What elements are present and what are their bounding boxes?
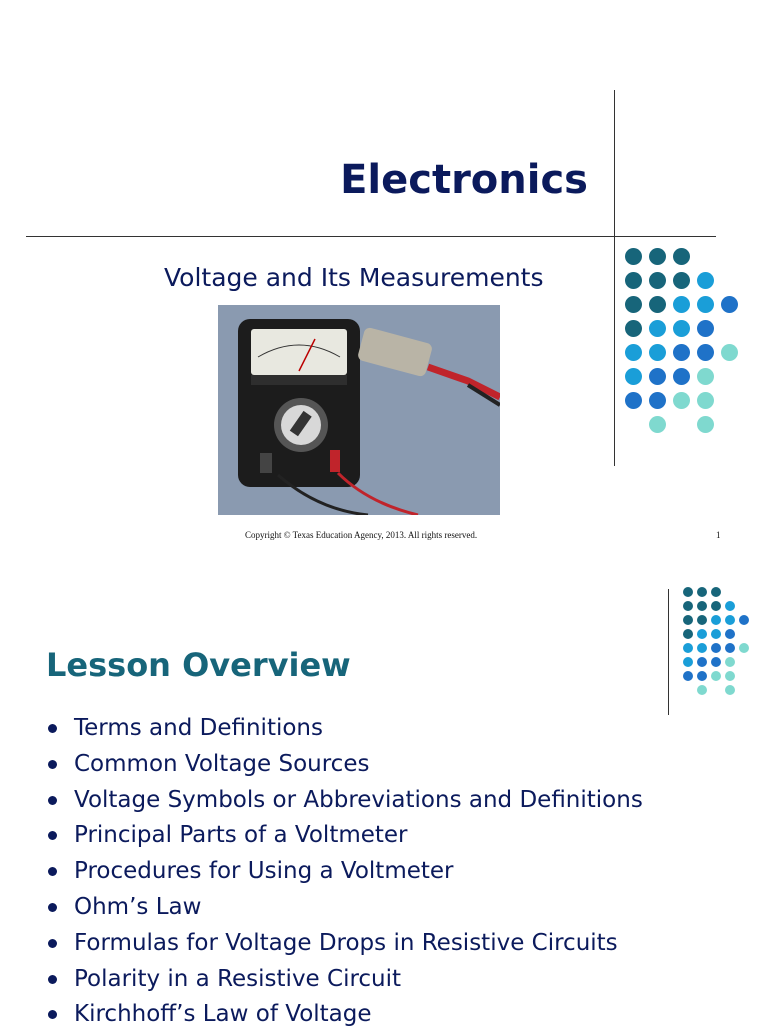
decorative-dot — [711, 587, 721, 597]
decorative-dot — [697, 643, 707, 653]
decorative-dot — [697, 368, 714, 385]
overview-list — [48, 711, 643, 1033]
bullet-icon — [48, 975, 57, 984]
decorative-dot — [697, 657, 707, 667]
decorative-dot — [721, 296, 738, 313]
decorative-dot — [725, 643, 735, 653]
vertical-rule — [668, 589, 669, 715]
decorative-dot — [725, 629, 735, 639]
slide-subtitle: Voltage and Its Measurements — [164, 263, 544, 292]
decorative-dot — [673, 248, 690, 265]
bullet-icon — [48, 903, 57, 912]
bullet-icon — [48, 796, 57, 805]
decorative-dot — [739, 615, 749, 625]
decorative-dot — [697, 587, 707, 597]
decorative-dot — [649, 416, 666, 433]
list-item: Polarity in a Resistive Circuit — [48, 962, 643, 998]
decorative-dot — [725, 685, 735, 695]
decorative-dot — [697, 685, 707, 695]
decorative-dot — [697, 272, 714, 289]
decorative-dot — [697, 629, 707, 639]
list-item: Formulas for Voltage Drops in Resistive Circuits — [48, 926, 643, 962]
decorative-dot — [673, 368, 690, 385]
decorative-dot — [625, 392, 642, 409]
decorative-dot — [739, 643, 749, 653]
decorative-dot — [625, 368, 642, 385]
decorative-dot — [673, 344, 690, 361]
decorative-dot — [711, 615, 721, 625]
bullet-icon — [48, 831, 57, 840]
decorative-dot — [673, 392, 690, 409]
slide-title: Lesson Overview — [46, 646, 351, 684]
decorative-dot — [711, 629, 721, 639]
bullet-icon — [48, 724, 57, 733]
copyright-notice: Copyright © Texas Education Agency, 2013. All rights reserved. — [245, 530, 478, 540]
decorative-dot — [711, 671, 721, 681]
list-item: Terms and Definitions — [48, 711, 643, 747]
decorative-dot — [625, 296, 642, 313]
decorative-dot — [673, 272, 690, 289]
decorative-dot — [697, 615, 707, 625]
horizontal-rule — [26, 236, 716, 237]
vertical-rule — [614, 90, 615, 466]
decorative-dot — [625, 272, 642, 289]
decorative-dot — [697, 416, 714, 433]
decorative-dot — [683, 629, 693, 639]
decorative-dot — [625, 344, 642, 361]
decorative-dot — [697, 320, 714, 337]
decorative-dot — [697, 344, 714, 361]
decorative-dot — [649, 248, 666, 265]
list-item: Principal Parts of a Voltmeter — [48, 818, 643, 854]
decorative-dot — [625, 320, 642, 337]
decorative-dot — [649, 344, 666, 361]
decorative-dot — [725, 671, 735, 681]
list-item: Common Voltage Sources — [48, 747, 643, 783]
decorative-dot — [673, 296, 690, 313]
bullet-icon — [48, 760, 57, 769]
list-item: Voltage Symbols or Abbreviations and Definitions — [48, 783, 643, 819]
list-item: Kirchhoff’s Law of Voltage — [48, 997, 643, 1033]
decorative-dot — [711, 601, 721, 611]
decorative-dot — [649, 296, 666, 313]
decorative-dot — [683, 671, 693, 681]
decorative-dot — [649, 320, 666, 337]
multimeter-illustration — [218, 305, 500, 515]
bullet-icon — [48, 939, 57, 948]
decorative-dot — [683, 601, 693, 611]
decorative-dot — [711, 657, 721, 667]
decorative-dot — [725, 601, 735, 611]
decorative-dot — [683, 587, 693, 597]
bullet-icon — [48, 867, 57, 876]
decorative-dot — [683, 615, 693, 625]
decorative-dot — [697, 671, 707, 681]
multimeter-photo — [218, 305, 500, 515]
decorative-dot — [649, 368, 666, 385]
decorative-dot — [725, 657, 735, 667]
decorative-dot — [697, 601, 707, 611]
decorative-dot — [649, 392, 666, 409]
decorative-dot — [683, 657, 693, 667]
list-item: Procedures for Using a Voltmeter — [48, 854, 643, 890]
decorative-dot — [625, 248, 642, 265]
slide-number: 1 — [716, 530, 721, 540]
decorative-dot — [725, 615, 735, 625]
list-item: Ohm’s Law — [48, 890, 643, 926]
decorative-dot — [683, 643, 693, 653]
decorative-dot — [711, 643, 721, 653]
bullet-icon — [48, 1010, 57, 1019]
overview-slide — [0, 575, 768, 1028]
slide-title: Electronics — [340, 157, 588, 203]
decorative-dot — [721, 344, 738, 361]
decorative-dot — [697, 296, 714, 313]
decorative-dot — [673, 320, 690, 337]
decorative-dot — [697, 392, 714, 409]
decorative-dot — [649, 272, 666, 289]
